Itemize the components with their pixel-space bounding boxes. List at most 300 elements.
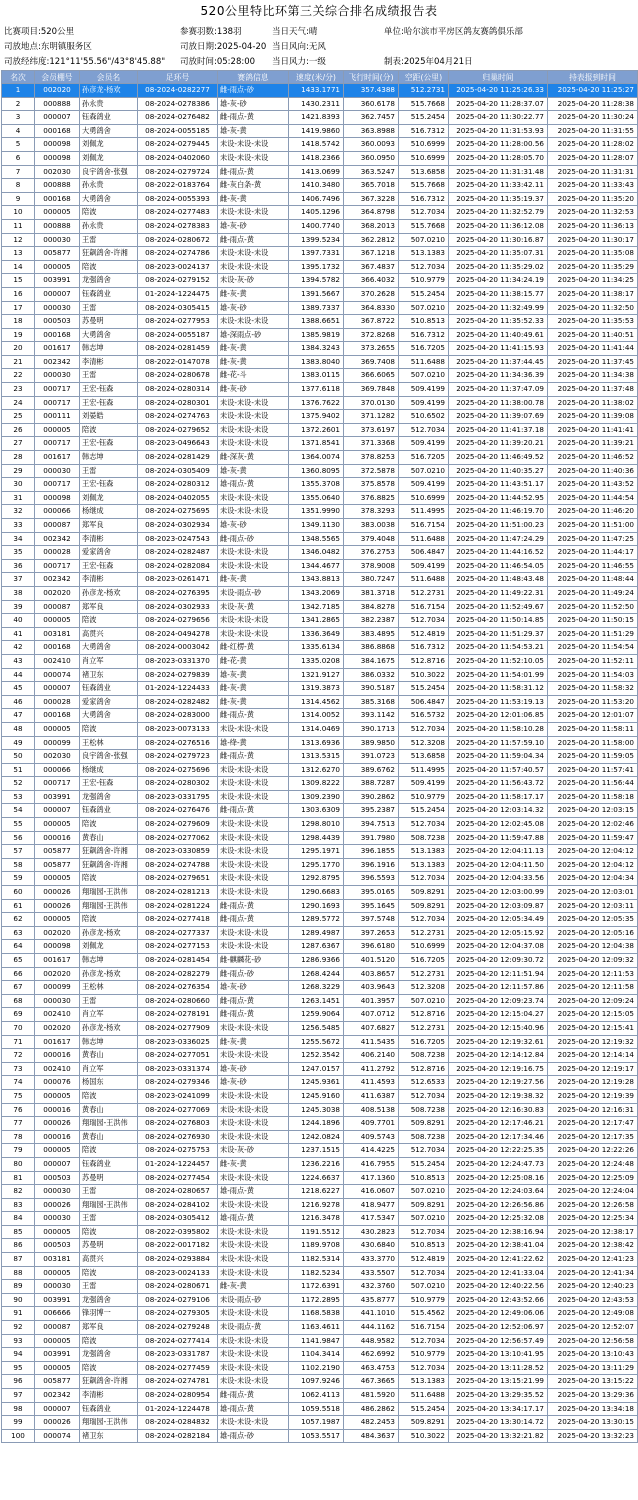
cell-member-name: 郑军良 [80, 1321, 138, 1335]
cell-arrival-time: 2025-04-20 12:56:57.49 [449, 1334, 548, 1348]
cell-speed: 1399.5234 [289, 233, 344, 247]
cell-member-id: 003991 [35, 274, 80, 288]
cell-arrival-time: 2025-04-20 12:24:47.73 [449, 1157, 548, 1171]
cell-member-id: 006666 [35, 1307, 80, 1321]
cell-ring-number: 08-2024-0282277 [138, 84, 218, 98]
cell-distance: 515.7668 [399, 219, 449, 233]
cell-bird-info: 未设-雨点-砂 [218, 586, 289, 600]
cell-member-name: 王雷 [80, 1212, 138, 1226]
table-row [2, 858, 638, 872]
cell-member-name: 褚卫东 [80, 668, 138, 682]
cell-member-name: 翔瑞园-王洪伟 [80, 1416, 138, 1430]
cell-flight-time: 388.7287 [344, 777, 399, 791]
cell-flight-time: 368.2013 [344, 219, 399, 233]
cell-bird-info: 未设-未设-未设 [218, 845, 289, 859]
table-row [2, 1321, 638, 1335]
cell-member-name: 王宏-钰森 [80, 437, 138, 451]
cell-rank: 97 [2, 1389, 35, 1403]
table-row [2, 1416, 638, 1430]
cell-rank: 10 [2, 206, 35, 220]
cell-report-time: 2025-04-20 11:46:20 [548, 505, 638, 519]
cell-member-name: 钰森鸽业 [80, 111, 138, 125]
cell-report-time: 2025-04-20 12:17:47 [548, 1117, 638, 1131]
cell-bird-info: 雌-雨点-黄 [218, 709, 289, 723]
table-row [2, 1239, 638, 1253]
cell-member-id: 000098 [35, 491, 80, 505]
cell-distance: 509.8291 [399, 1416, 449, 1430]
cell-rank: 45 [2, 682, 35, 696]
cell-bird-info: 未设-未设-未设 [218, 1375, 289, 1389]
cell-member-id: 000030 [35, 1212, 80, 1226]
header-member-id: 会员棚号 [35, 71, 80, 84]
cell-member-name: 黄春山 [80, 1130, 138, 1144]
table-row [2, 315, 638, 329]
cell-bird-info: 未设-未设-未设 [218, 206, 289, 220]
cell-member-name: 刘佩龙 [80, 491, 138, 505]
cell-rank: 89 [2, 1280, 35, 1294]
cell-ring-number: 08-2023-0331374 [138, 1062, 218, 1076]
cell-distance: 512.7034 [399, 1144, 449, 1158]
cell-speed: 1247.0157 [289, 1062, 344, 1076]
cell-flight-time: 403.9643 [344, 981, 399, 995]
cell-ring-number: 08-2024-0276803 [138, 1117, 218, 1131]
cell-speed: 1104.3414 [289, 1348, 344, 1362]
cell-flight-time: 409.7701 [344, 1117, 399, 1131]
cell-speed: 1216.3478 [289, 1212, 344, 1226]
cell-member-name: 陪波 [80, 1144, 138, 1158]
cell-report-time: 2025-04-20 11:34:38 [548, 369, 638, 383]
table-row [2, 831, 638, 845]
cell-arrival-time: 2025-04-20 11:52:10.05 [449, 654, 548, 668]
cell-member-id: 000098 [35, 940, 80, 954]
table-row [2, 1035, 638, 1049]
cell-ring-number: 08-2024-0279839 [138, 668, 218, 682]
cell-member-name: 肖立军 [80, 1062, 138, 1076]
cell-ring-number: 08-2024-0279652 [138, 423, 218, 437]
cell-member-id: 000888 [35, 179, 80, 193]
cell-speed: 1295.1971 [289, 845, 344, 859]
table-row [2, 179, 638, 193]
cell-speed: 1298.8010 [289, 818, 344, 832]
cell-arrival-time: 2025-04-20 11:58:10.28 [449, 722, 548, 736]
cell-ring-number: 08-2023-0336025 [138, 1035, 218, 1049]
cell-bird-info: 未设-未设-未设 [218, 790, 289, 804]
cell-report-time: 2025-04-20 12:41:34 [548, 1266, 638, 1280]
cell-bird-info: 未设-未设-未设 [218, 491, 289, 505]
cell-arrival-time: 2025-04-20 11:28:37.07 [449, 97, 548, 111]
cell-rank: 1 [2, 84, 35, 98]
cell-flight-time: 411.5435 [344, 1035, 399, 1049]
cell-report-time: 2025-04-20 11:31:55 [548, 124, 638, 138]
cell-arrival-time: 2025-04-20 12:22:25.35 [449, 1144, 548, 1158]
cell-rank: 44 [2, 668, 35, 682]
cell-member-id: 000076 [35, 1076, 80, 1090]
cell-rank: 16 [2, 287, 35, 301]
cell-bird-info: 未设-未设-未设 [218, 1307, 289, 1321]
cell-rank: 86 [2, 1239, 35, 1253]
cell-bird-info: 未设-未设-未设 [218, 1049, 289, 1063]
cell-ring-number: 08-2024-0280954 [138, 1389, 218, 1403]
cell-ring-number: 08-2024-0279445 [138, 138, 218, 152]
cell-report-time: 2025-04-20 11:52:50 [548, 600, 638, 614]
cell-member-id: 002020 [35, 967, 80, 981]
cell-speed: 1384.3243 [289, 342, 344, 356]
cell-arrival-time: 2025-04-20 11:33:42.11 [449, 179, 548, 193]
cell-member-id: 000111 [35, 410, 80, 424]
cell-speed: 1383.0115 [289, 369, 344, 383]
cell-bird-info: 雄-灰-砂 [218, 219, 289, 233]
cell-member-id: 000007 [35, 804, 80, 818]
cell-speed: 1245.3038 [289, 1103, 344, 1117]
cell-arrival-time: 2025-04-20 11:48:43.48 [449, 573, 548, 587]
cell-distance: 513.1383 [399, 247, 449, 261]
header-distance: 空距(公里) [399, 71, 449, 84]
cell-arrival-time: 2025-04-20 12:04:11.13 [449, 845, 548, 859]
cell-arrival-time: 2025-04-20 12:43:52.66 [449, 1293, 548, 1307]
cell-distance: 509.8291 [399, 1117, 449, 1131]
cell-member-name: 陪波 [80, 423, 138, 437]
header-ring-number: 足环号 [138, 71, 218, 84]
cell-report-time: 2025-04-20 12:24:48 [548, 1157, 638, 1171]
cell-speed: 1189.9708 [289, 1239, 344, 1253]
cell-report-time: 2025-04-20 12:03:15 [548, 804, 638, 818]
cell-distance: 515.2454 [399, 804, 449, 818]
cell-report-time: 2025-04-20 11:28:02 [548, 138, 638, 152]
cell-arrival-time: 2025-04-20 12:11:51.94 [449, 967, 548, 981]
cell-distance: 512.7034 [399, 872, 449, 886]
cell-distance: 511.4995 [399, 763, 449, 777]
cell-report-time: 2025-04-20 11:54:03 [548, 668, 638, 682]
cell-rank: 75 [2, 1089, 35, 1103]
cell-rank: 15 [2, 274, 35, 288]
cell-report-time: 2025-04-20 11:28:07 [548, 151, 638, 165]
cell-bird-info: 未设-雨点-砂 [218, 1293, 289, 1307]
cell-rank: 33 [2, 519, 35, 533]
cell-arrival-time: 2025-04-20 11:32:49.99 [449, 301, 548, 315]
cell-arrival-time: 2025-04-20 12:17:46.21 [449, 1117, 548, 1131]
cell-ring-number: 08-2024-0279248 [138, 1321, 218, 1335]
cell-ring-number: 08-2022-0395802 [138, 1225, 218, 1239]
cell-ring-number: 08-2024-0305412 [138, 1212, 218, 1226]
table-row [2, 1157, 638, 1171]
cell-rank: 27 [2, 437, 35, 451]
cell-ring-number: 08-2024-0276395 [138, 586, 218, 600]
cell-member-name: 龙强鸽舍 [80, 274, 138, 288]
cell-arrival-time: 2025-04-20 12:19:38.32 [449, 1089, 548, 1103]
cell-report-time: 2025-04-20 12:38:42 [548, 1239, 638, 1253]
cell-speed: 1216.9278 [289, 1198, 344, 1212]
cell-arrival-time: 2025-04-20 12:04:33.56 [449, 872, 548, 886]
cell-distance: 512.8716 [399, 1062, 449, 1076]
cell-report-time: 2025-04-20 11:31:31 [548, 165, 638, 179]
cell-arrival-time: 2025-04-20 12:40:22.56 [449, 1280, 548, 1294]
cell-ring-number: 08-2022-0183764 [138, 179, 218, 193]
cell-report-time: 2025-04-20 12:49:08 [548, 1307, 638, 1321]
cell-member-id: 002342 [35, 1389, 80, 1403]
cell-rank: 62 [2, 913, 35, 927]
info-place: 司放地点:东明镇服务区 [4, 42, 92, 52]
cell-member-id: 000030 [35, 233, 80, 247]
cell-member-name: 刘佩龙 [80, 138, 138, 152]
table-row [2, 1361, 638, 1375]
cell-flight-time: 433.5507 [344, 1266, 399, 1280]
cell-speed: 1321.9127 [289, 668, 344, 682]
cell-flight-time: 367.3228 [344, 192, 399, 206]
cell-member-name: 爱家鸽舍 [80, 546, 138, 560]
cell-flight-time: 360.0093 [344, 138, 399, 152]
cell-distance: 508.7238 [399, 1130, 449, 1144]
cell-bird-info: 未设-灰-砂 [218, 274, 289, 288]
cell-arrival-time: 2025-04-20 12:01:06.85 [449, 709, 548, 723]
table-row [2, 1429, 638, 1443]
cell-report-time: 2025-04-20 11:58:11 [548, 722, 638, 736]
cell-bird-info: 雄-灰-黄 [218, 668, 289, 682]
cell-distance: 510.9779 [399, 790, 449, 804]
cell-flight-time: 481.5920 [344, 1389, 399, 1403]
cell-flight-time: 378.8253 [344, 451, 399, 465]
cell-flight-time: 396.5593 [344, 872, 399, 886]
cell-report-time: 2025-04-20 12:17:35 [548, 1130, 638, 1144]
cell-distance: 512.7034 [399, 1361, 449, 1375]
cell-distance: 511.6488 [399, 355, 449, 369]
cell-speed: 1394.5782 [289, 274, 344, 288]
cell-distance: 515.4562 [399, 1307, 449, 1321]
cell-flight-time: 373.2655 [344, 342, 399, 356]
cell-report-time: 2025-04-20 12:09:24 [548, 994, 638, 1008]
cell-rank: 56 [2, 831, 35, 845]
cell-distance: 507.0210 [399, 1280, 449, 1294]
cell-flight-time: 382.2387 [344, 614, 399, 628]
table-row [2, 124, 638, 138]
cell-member-id: 002410 [35, 654, 80, 668]
cell-member-id: 005877 [35, 858, 80, 872]
cell-flight-time: 432.3760 [344, 1280, 399, 1294]
cell-arrival-time: 2025-04-20 11:52:49.67 [449, 600, 548, 614]
cell-rank: 18 [2, 315, 35, 329]
cell-ring-number: 08-2024-0277459 [138, 1361, 218, 1375]
header-member-name: 会员名 [80, 71, 138, 84]
cell-speed: 1252.3542 [289, 1049, 344, 1063]
cell-distance: 516.7312 [399, 124, 449, 138]
cell-distance: 510.6502 [399, 410, 449, 424]
cell-rank: 93 [2, 1334, 35, 1348]
cell-member-id: 000030 [35, 369, 80, 383]
cell-flight-time: 371.1282 [344, 410, 399, 424]
cell-rank: 9 [2, 192, 35, 206]
cell-arrival-time: 2025-04-20 11:34:24.19 [449, 274, 548, 288]
cell-speed: 1268.4244 [289, 967, 344, 981]
cell-rank: 91 [2, 1307, 35, 1321]
table-row [2, 301, 638, 315]
cell-arrival-time: 2025-04-20 11:30:16.87 [449, 233, 548, 247]
cell-speed: 1313.5315 [289, 750, 344, 764]
cell-speed: 1268.3229 [289, 981, 344, 995]
cell-flight-time: 463.4753 [344, 1361, 399, 1375]
cell-rank: 60 [2, 886, 35, 900]
cell-bird-info: 未设-雨点-黄 [218, 1321, 289, 1335]
cell-member-id: 002030 [35, 750, 80, 764]
cell-speed: 1286.9366 [289, 954, 344, 968]
cell-member-name: 钰森鸽业 [80, 682, 138, 696]
table-row [2, 84, 638, 98]
cell-member-id: 000099 [35, 736, 80, 750]
cell-report-time: 2025-04-20 12:19:39 [548, 1089, 638, 1103]
cell-member-name: 钰森鸽业 [80, 287, 138, 301]
cell-member-name: 苏曼明 [80, 1171, 138, 1185]
cell-flight-time: 418.9477 [344, 1198, 399, 1212]
cell-rank: 5 [2, 138, 35, 152]
cell-bird-info: 雌-灰-黄 [218, 287, 289, 301]
cell-ring-number: 08-2023-0073133 [138, 722, 218, 736]
cell-member-id: 000717 [35, 437, 80, 451]
cell-report-time: 2025-04-20 11:46:52 [548, 451, 638, 465]
table-row [2, 546, 638, 560]
cell-member-name: 王雷 [80, 1280, 138, 1294]
cell-arrival-time: 2025-04-20 11:44:52.95 [449, 491, 548, 505]
cell-arrival-time: 2025-04-20 11:35:07.31 [449, 247, 548, 261]
cell-bird-info: 雌-红楞-黄 [218, 641, 289, 655]
cell-member-name: 孙彦龙-杨欢 [80, 967, 138, 981]
cell-ring-number: 08-2024-0280660 [138, 994, 218, 1008]
cell-member-id: 000005 [35, 913, 80, 927]
cell-arrival-time: 2025-04-20 12:17:34.46 [449, 1130, 548, 1144]
cell-member-name: 陪波 [80, 722, 138, 736]
cell-member-id: 001617 [35, 342, 80, 356]
cell-ring-number: 08-2023-0024137 [138, 260, 218, 274]
cell-bird-info: 未设-未设-未设 [218, 1253, 289, 1267]
cell-member-name: 韩志坤 [80, 954, 138, 968]
cell-report-time: 2025-04-20 11:35:29 [548, 260, 638, 274]
cell-speed: 1421.8393 [289, 111, 344, 125]
cell-bird-info: 未设-灰-黄 [218, 600, 289, 614]
cell-ring-number: 08-2024-0279152 [138, 274, 218, 288]
cell-member-name: 陪波 [80, 1361, 138, 1375]
cell-arrival-time: 2025-04-20 11:46:19.70 [449, 505, 548, 519]
cell-distance: 509.4199 [399, 383, 449, 397]
cell-report-time: 2025-04-20 12:16:31 [548, 1103, 638, 1117]
cell-member-name: 陪波 [80, 1225, 138, 1239]
cell-ring-number: 08-2024-0279723 [138, 750, 218, 764]
cell-speed: 1405.1296 [289, 206, 344, 220]
cell-distance: 511.4995 [399, 505, 449, 519]
table-row [2, 627, 638, 641]
cell-member-id: 000016 [35, 831, 80, 845]
cell-flight-time: 390.1713 [344, 722, 399, 736]
cell-flight-time: 462.6992 [344, 1348, 399, 1362]
cell-report-time: 2025-04-20 11:39:08 [548, 410, 638, 424]
cell-ring-number: 08-2024-0281459 [138, 342, 218, 356]
cell-arrival-time: 2025-04-20 12:03:14.32 [449, 804, 548, 818]
table-row [2, 600, 638, 614]
cell-speed: 1319.3873 [289, 682, 344, 696]
cell-speed: 1342.7185 [289, 600, 344, 614]
cell-rank: 84 [2, 1212, 35, 1226]
cell-bird-info: 未设-未设-未设 [218, 1416, 289, 1430]
cell-speed: 1335.6134 [289, 641, 344, 655]
table-row [2, 1171, 638, 1185]
cell-speed: 1141.9847 [289, 1334, 344, 1348]
cell-member-id: 000030 [35, 464, 80, 478]
table-row [2, 913, 638, 927]
cell-arrival-time: 2025-04-20 11:59:47.88 [449, 831, 548, 845]
cell-bird-info: 雌-雨点-黄 [218, 994, 289, 1008]
cell-flight-time: 364.8330 [344, 301, 399, 315]
cell-distance: 512.7034 [399, 1225, 449, 1239]
cell-arrival-time: 2025-04-20 12:19:27.56 [449, 1076, 548, 1090]
table-row [2, 478, 638, 492]
cell-flight-time: 395.2387 [344, 804, 399, 818]
cell-member-id: 000888 [35, 97, 80, 111]
cell-distance: 512.3208 [399, 736, 449, 750]
cell-ring-number: 08-2022-0147078 [138, 355, 218, 369]
cell-member-name: 大勇鸽舍 [80, 709, 138, 723]
cell-member-name: 良宇鸽舍-张强 [80, 750, 138, 764]
cell-report-time: 2025-04-20 13:29:36 [548, 1389, 638, 1403]
cell-member-id: 005877 [35, 845, 80, 859]
cell-bird-info: 雌-灰-黄 [218, 1157, 289, 1171]
cell-rank: 72 [2, 1049, 35, 1063]
cell-member-id: 002020 [35, 84, 80, 98]
cell-rank: 67 [2, 981, 35, 995]
cell-report-time: 2025-04-20 12:24:04 [548, 1185, 638, 1199]
table-row [2, 845, 638, 859]
cell-bird-info: 雌-雨点-黄 [218, 750, 289, 764]
cell-flight-time: 409.5743 [344, 1130, 399, 1144]
cell-distance: 512.4819 [399, 627, 449, 641]
cell-speed: 1053.5517 [289, 1429, 344, 1443]
cell-distance: 516.7154 [399, 1321, 449, 1335]
table-row [2, 1021, 638, 1035]
cell-ring-number: 08-2024-0402060 [138, 151, 218, 165]
cell-rank: 20 [2, 342, 35, 356]
cell-ring-number: 08-2024-0274781 [138, 1375, 218, 1389]
cell-member-name: 狂飙鸽舍-许湘 [80, 858, 138, 872]
cell-member-id: 000026 [35, 1198, 80, 1212]
cell-speed: 1388.6651 [289, 315, 344, 329]
cell-distance: 507.0210 [399, 301, 449, 315]
table-row [2, 342, 638, 356]
cell-member-name: 肖立军 [80, 654, 138, 668]
cell-ring-number: 08-2024-0276930 [138, 1130, 218, 1144]
cell-speed: 1419.9860 [289, 124, 344, 138]
cell-ring-number: 08-2024-0281454 [138, 954, 218, 968]
cell-distance: 512.7034 [399, 1089, 449, 1103]
cell-report-time: 2025-04-20 12:40:23 [548, 1280, 638, 1294]
cell-member-name: 黄春山 [80, 831, 138, 845]
table-row [2, 654, 638, 668]
cell-flight-time: 407.0712 [344, 1008, 399, 1022]
cell-speed: 1413.0699 [289, 165, 344, 179]
cell-flight-time: 386.0332 [344, 668, 399, 682]
cell-distance: 511.6488 [399, 573, 449, 587]
cell-speed: 1256.5485 [289, 1021, 344, 1035]
cell-speed: 1336.3649 [289, 627, 344, 641]
cell-flight-time: 396.1855 [344, 845, 399, 859]
cell-report-time: 2025-04-20 11:35:53 [548, 315, 638, 329]
cell-flight-time: 383.4895 [344, 627, 399, 641]
cell-bird-info: 雄-灰-砂 [218, 301, 289, 315]
cell-ring-number: 08-2024-0276354 [138, 981, 218, 995]
cell-report-time: 2025-04-20 11:35:20 [548, 192, 638, 206]
table-row [2, 709, 638, 723]
cell-rank: 11 [2, 219, 35, 233]
cell-rank: 22 [2, 369, 35, 383]
cell-ring-number: 08-2022-0017182 [138, 1239, 218, 1253]
cell-arrival-time: 2025-04-20 12:19:16.75 [449, 1062, 548, 1076]
cell-member-id: 000005 [35, 614, 80, 628]
cell-rank: 7 [2, 165, 35, 179]
cell-member-name: 王雷 [80, 464, 138, 478]
